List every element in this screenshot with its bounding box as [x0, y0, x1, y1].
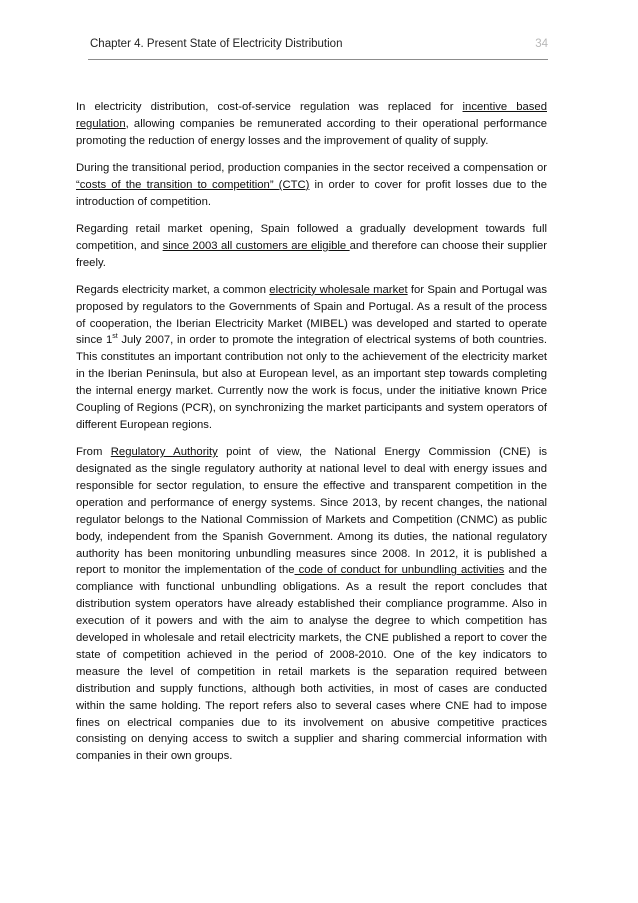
page-header [90, 38, 548, 50]
paragraph-4 [76, 282, 547, 434]
incentive-based-regulation-link[interactable]: incentive based regulation [76, 101, 547, 130]
ordinal-superscript: st [112, 333, 118, 341]
paragraph-3 [76, 221, 547, 272]
paragraph-4-text-c: July 2007, in order to promote the integration of electrical systems of both countries. This constitutes an important contribution not only to the achievement of the electricity market in the Iberian Peninsula, but also at European level, as an important step towards completing the internal energy market. Currently now the work is focus, under the initiative known Price Coupling of Regions (PCR), on synchronizing the market participants and system operators of different European regions. [76, 334, 547, 431]
paragraph-4-text-a: Regards electricity market, a common [76, 283, 270, 296]
paragraph-2-text-a: During the transitional period, production companies in the sector received a compensation or [76, 161, 547, 174]
electricity-wholesale-market-link[interactable]: electricity wholesale market [269, 283, 408, 296]
body-text [76, 99, 547, 775]
customers-eligible-link[interactable]: since 2003 all customers are eligible [162, 239, 350, 252]
paragraph-5-text-b: point of view, the National Energy Commission (CNE) is designated as the single regulatory authority at national level to deal with energy issues and responsible for sector regulation, to ensure the effective and transparent competition in the operation and performance of energy systems. Since 2013, by recent changes, the national regulator belongs to the National Commission of Markets and Competition (CNMC) as public body, independent from the Spanish Government. Among its duties, the national regulatory authority has been monitoring unbundling measures since 2008. In 2012, it is published a report to monitor the implementation of the [76, 446, 548, 577]
ctc-link[interactable]: “costs of the transition to competition” (CTC) [76, 178, 310, 191]
chapter-title: Chapter 4. Present State of Electricity Distribution [90, 38, 343, 50]
paragraph-5-text-a: From [76, 446, 111, 459]
paragraph-1 [76, 99, 547, 150]
paragraph-4-text-b: for Spain and Portugal was proposed by regulators to the Governments of Spain and Portugal. As a result of the process of cooperation, the Iberian Electricity Market (MIBEL) was developed and started to operate since 1 [76, 283, 547, 347]
paragraph-5-text-c: and the compliance with functional unbundling obligations. As a result the report concludes that distribution system operators have already established their compliance programme. Also in execution of it powers and with the aim to analyse the degree to which competition has developed in wholesale and retail electricity markets, the CNE published a report to cover the state of competition achieved in the period of 2008-2010. One of the key indicators to measure the level of competition in retail markets is the separation required between distribution and supply functions, although both activities, in most of cases are conducted within the same holding. The report refers also to several cases where CNE had to impose fines on electrical companies due to its involvement on abusive competitive practices consisting on denying access to switch a supplier and sharing commercial information with companies in their own groups. [76, 564, 547, 763]
header-rule [88, 59, 548, 60]
paragraph-2 [76, 160, 547, 211]
regulatory-authority-link[interactable]: Regulatory Authority [110, 446, 218, 459]
paragraph-5 [76, 444, 547, 765]
code-of-conduct-link[interactable]: code of conduct for unbundling activities [294, 564, 505, 577]
page-number: 34 [535, 38, 548, 50]
paragraph-1-text-b: , allowing companies be remunerated according to their operational performance promoting the reduction of energy losses and the improvement of quality of supply. [76, 117, 547, 147]
paragraph-3-text-a: Regarding retail market opening, Spain followed a gradually development towards full competition, and [76, 222, 547, 252]
paragraph-1-text-a: In electricity distribution, cost-of-service regulation was replaced for [76, 101, 463, 113]
paragraph-3-text-b: and therefore can choose their supplier freely. [76, 239, 547, 269]
paragraph-2-text-b: in order to cover for profit losses due to the introduction of competition. [76, 178, 548, 208]
